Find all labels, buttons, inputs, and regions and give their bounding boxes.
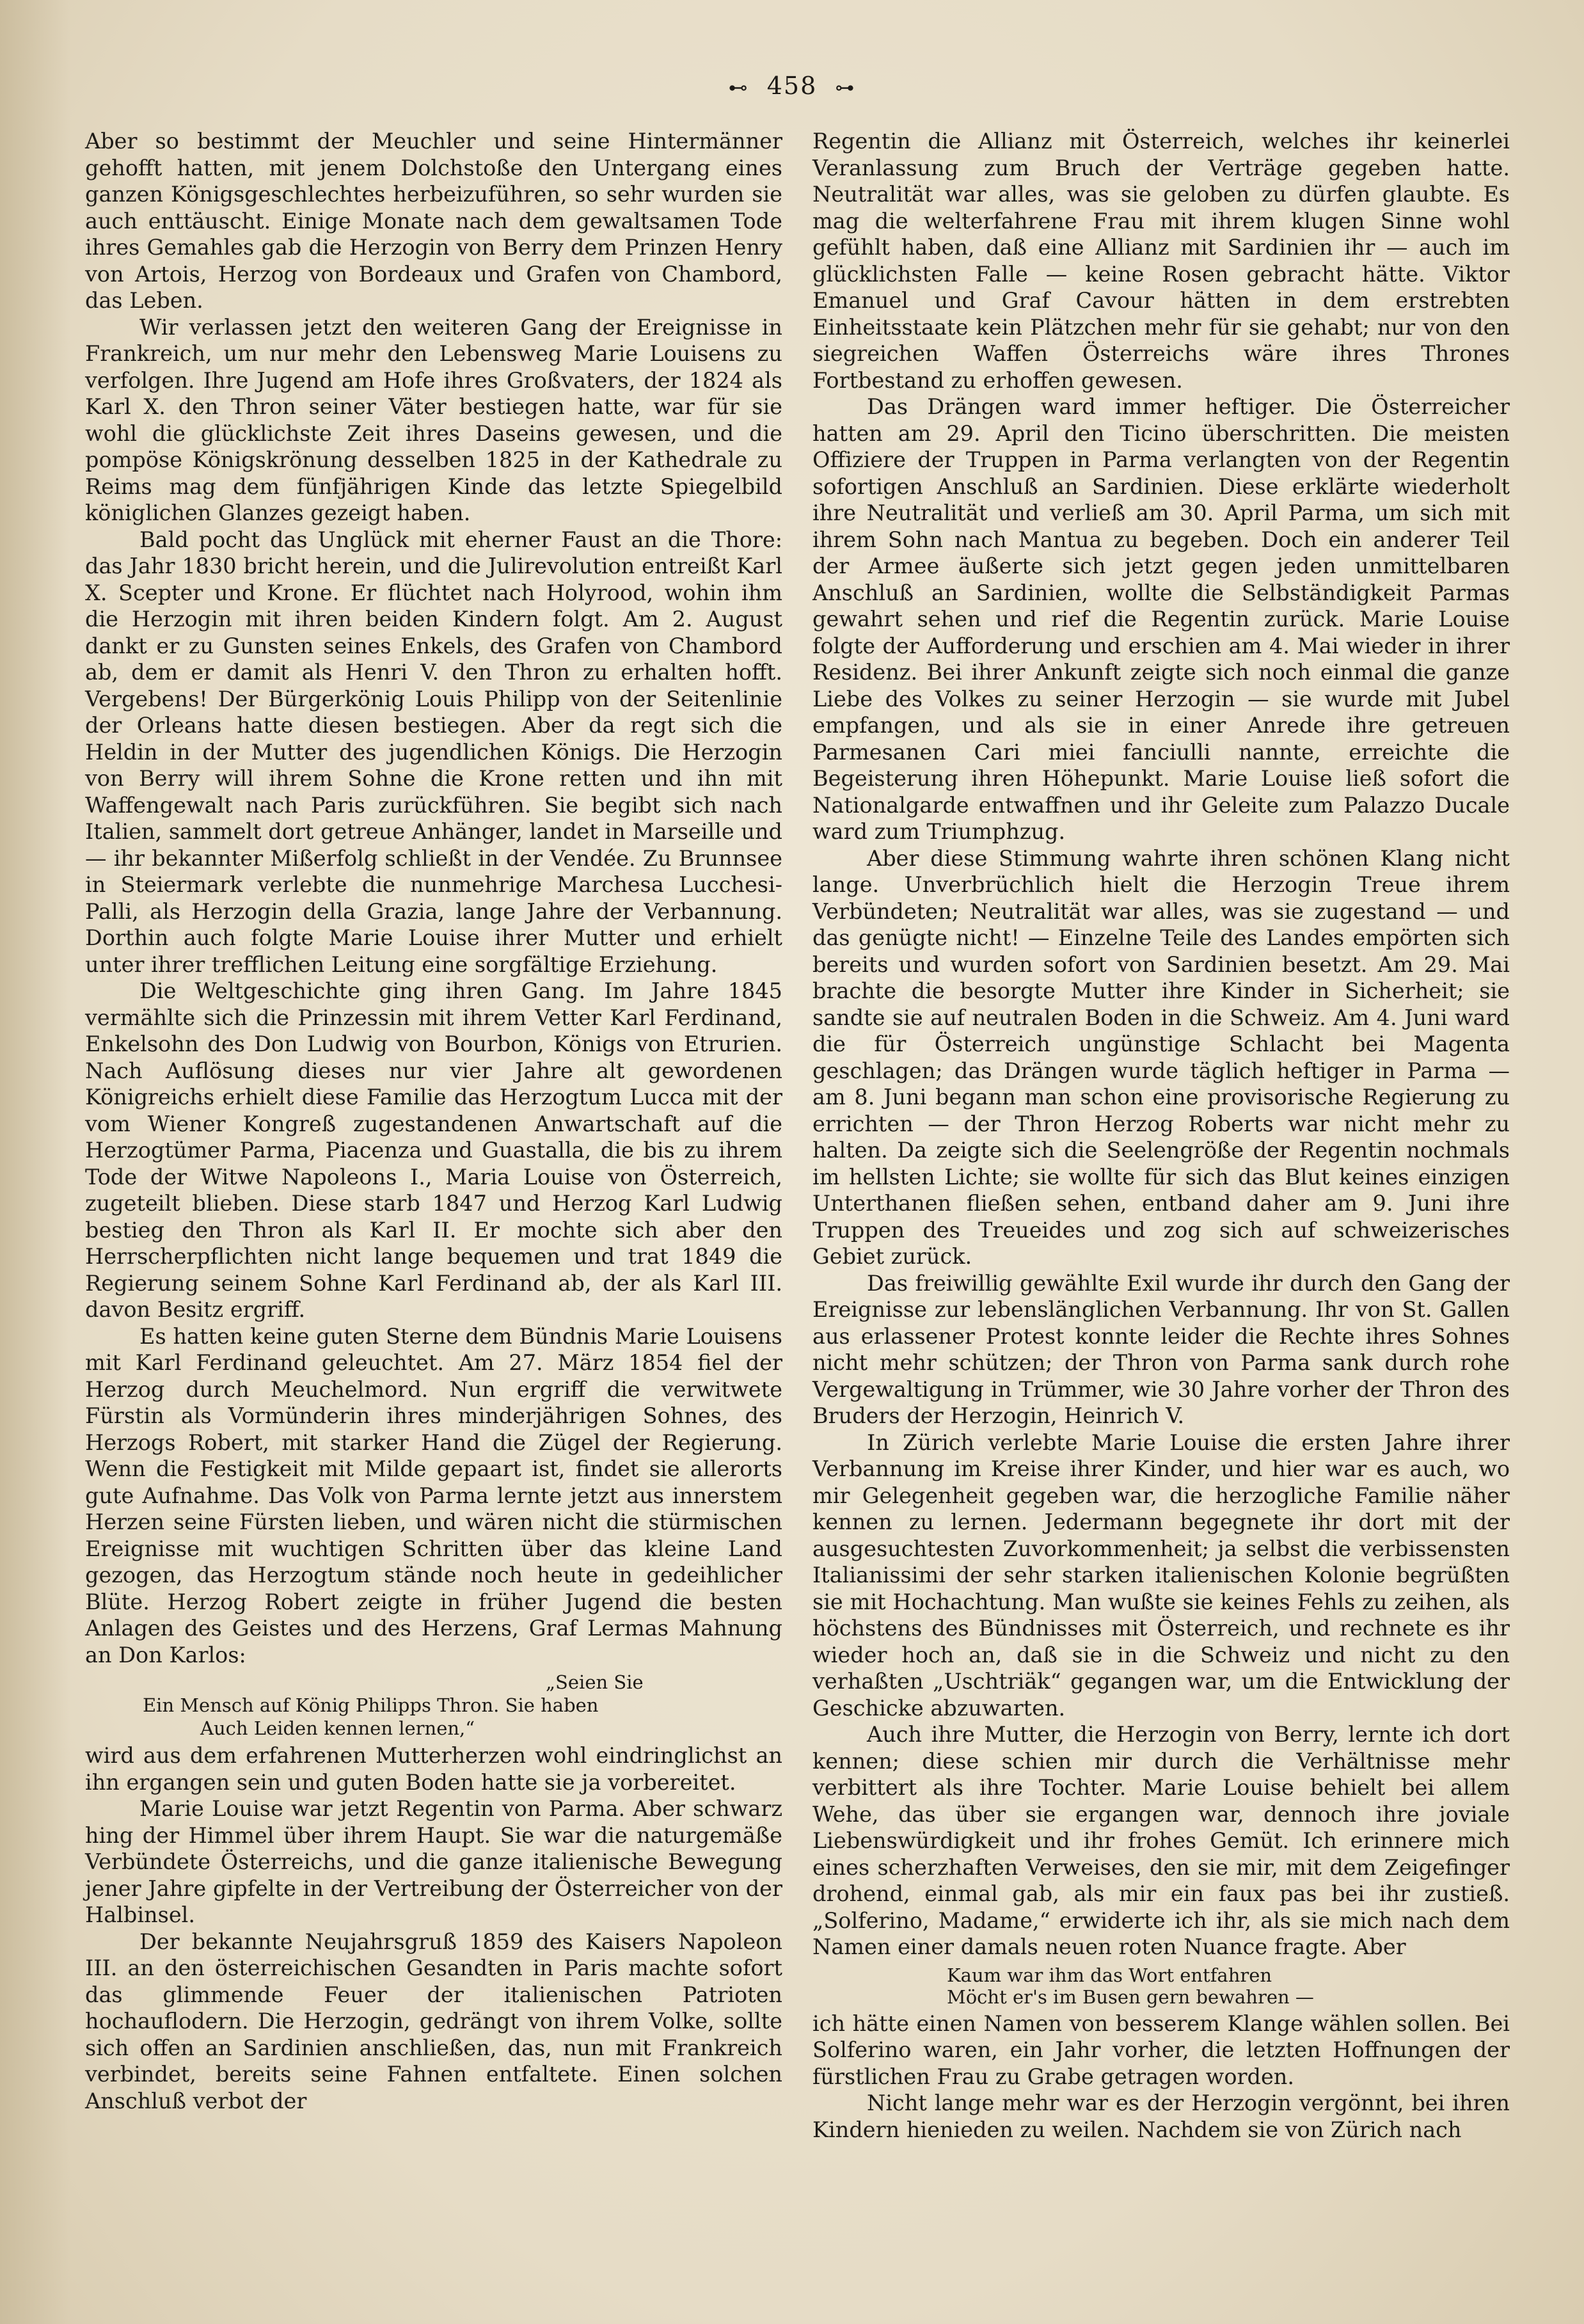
paragraph: Der bekannte Neujahrsgruß 1859 des Kaisers Napoleon III. an den österreichischen Gesandten in Paris machte sofort das glimmende Feuer der italienischen Patrioten hochauflodern. Die Herzogin, gedrängt von ihrem Volke, sollte sich offen an Sardinien anschließen, das, nun mit Frankreich verbindet, bereits seine Fahnen entfaltete. Einen solchen Anschluß verbot der (85, 1929, 782, 2113)
paragraph: Es hatten keine guten Sterne dem Bündnis Marie Louisens mit Karl Ferdinand geleuchtet. Am 27. März 1854 fiel der Herzog durch Meuchelmord. Nun ergriff die verwitwete Fürstin als Vormünderin ihres minderjährigen Sohnes, des Herzogs Robert, mit starker Hand die Zügel der Regierung. Wenn die Festigkeit mit Milde gepaart ist, findet sie allerorts gute Aufnahme. Das Volk von Parma lernte jetzt aus innerstem Herzen seine Fürsten lieben, und wären nicht die stürmischen Ereignisse mit wuchtigen Schritten über das kleine Land gezogen, das Herzogtum stände noch heute in gedeihlicher Blüte. Herzog Robert zeigte in früher Jugend die besten Anlagen des Geistes und des Herzens, Graf Lermas Mahnung an Don Karlos: (85, 1323, 782, 1667)
paragraph: Auch ihre Mutter, die Herzogin von Berry, lernte ich dort kennen; diese schien mir durch die Verhältnisse mehr verbittert als ihre Tochter. Marie Louise behielt bei allem Wehe, das über sie ergangen war, dennoch ihre joviale Liebenswürdigkeit und ihr frohes Gemüt. Ich erinnere mich eines scherzhaften Verweises, den sie mir, mit dem Zeigefinger drohend, einmal gab, als mir ein faux pas bei ihr zustieß. „Solferino, Madame,“ erwiderte ich ihr, als sie mich nach dem Namen einer damals neuen roten Nuance fragte. Aber (812, 1722, 1510, 1959)
verse-line: Möcht er's im Busen gern bewahren — (947, 1986, 1314, 2008)
paragraph: Die Weltgeschichte ging ihren Gang. Im Jahre 1845 vermählte sich die Prinzessin mit ihrem Vetter Karl Ferdinand, Enkelsohn des Don Ludwig von Bourbon, Königs von Etrurien. Nach Auflösung dieses nur vier Jahre alt gewordenen Königreichs erhielt diese Familie das Herzogtum Lucca mit der vom Wiener Kongreß zugestandenen Anwartschaft auf die Herzogtümer Parma, Piacenza und Guastalla, die bis zu ihrem Tode der Witwe Napoleons I., Maria Louise von Österreich, zugeteilt blieben. Diese starb 1847 und Herzog Karl Ludwig bestieg den Thron als Karl II. Er mochte sich aber den Herrscherpflichten nicht lange bequemen und trat 1849 die Regierung seinem Sohne Karl Ferdinand ab, der als Karl III. davon Besitz ergriff. (85, 978, 782, 1322)
verse-quote (85, 1671, 782, 1740)
ornament-left: ⊷ (728, 77, 749, 99)
verse-line: „Seien Sie (546, 1671, 644, 1693)
paragraph: Aber so bestimmt der Meuchler und seine Hintermänner gehofft hatten, mit jenem Dolchstoße den Untergang eines ganzen Königsgeschlechtes herbeizuführen, so sehr wurden sie auch enttäuscht. Einige Monate nach dem gewaltsamen Tode ihres Gemahles gab die Herzogin von Berry dem Prinzen Henry von Artois, Herzog von Bordeaux und Grafen von Chambord, das Leben. (85, 129, 782, 313)
paragraph: Regentin die Allianz mit Österreich, welches ihr keinerlei Veranlassung zum Bruch der Verträge gegeben hatte. Neutralität war alles, was sie geloben zu dürfen glaubte. Es mag die welterfahrene Frau mit ihrem klugen Sinne wohl gefühlt haben, daß eine Allianz mit Sardinien ihr — auch im glücklichsten Falle — keine Rosen gebracht hätte. Viktor Emanuel und Graf Cavour hätten in dem erstrebten Einheitsstaate kein Plätzchen mehr für sie gehabt; nur von den siegreichen Waffen Österreichs wäre ihres Thrones Fortbestand zu erhoffen gewesen. (812, 129, 1510, 393)
paragraph: Wir verlassen jetzt den weiteren Gang der Ereignisse in Frankreich, um nur mehr den Lebensweg Marie Louisens zu verfolgen. Ihre Jugend am Hofe ihres Großvaters, der 1824 als Karl X. den Thron seiner Väter bestiegen hatte, war für sie wohl die glücklichste Zeit ihres Daseins gewesen, und die pompöse Königskrönung desselben 1825 in der Kathedrale zu Reims mag dem fünfjährigen Kinde das letzte Spiegelbild königlichen Glanzes gezeigt haben. (85, 314, 782, 525)
page-header (0, 72, 1584, 100)
paragraph: Aber diese Stimmung wahrte ihren schönen Klang nicht lange. Unverbrüchlich hielt die Herzogin Treue ihrem Verbündeten; Neutralität war alles, was sie zugestand — und das genügte nicht! — Einzelne Teile des Landes empörten sich bereits und wurden sofort von Sardinien besetzt. Am 29. Mai brachte die besorgte Mutter ihre Kinder in Sicherheit; sie sandte sie auf neutralen Boden in die Schweiz. Am 4. Juni ward die für Österreich ungünstige Schlacht bei Magenta geschlagen; das Drängen wurde täglich heftiger in Parma — am 8. Juni begann man schon eine provisorische Regierung zu errichten — der Thron Herzog Roberts war nicht mehr zu halten. Da zeigte sich die Seelengröße der Regentin nochmals im hellsten Lichte; sie wollte für sich das Blut keines einzigen Unterthanen fließen sehen, entband daher am 9. Juni ihre Truppen des Treueides und zog sich auf schweizerisches Gebiet zurück. (812, 845, 1510, 1269)
verse-line: Kaum war ihm das Wort entfahren (947, 1964, 1272, 1986)
paragraph: In Zürich verlebte Marie Louise die ersten Jahre ihrer Verbannung im Kreise ihrer Kinder, und hier war es auch, wo mir Gelegenheit gegeben war, die herzogliche Familie näher kennen zu lernen. Jedermann begegnete ihr dort mit der ausgesuchtesten Zuvorkommenheit; ja selbst die verbissensten Italianissimi der sehr starken italienischen Kolonie begrüßten sie mit Hochachtung. Man wußte sie keines Fehls zu zeihen, als höchstens des Bündnisses mit Österreich, und rechnete es ihr wieder hoch an, daß sie in die Schweiz und nicht zu den verhaßten „Uschtriäk“ gegangen war, um die Entwicklung der Geschicke abzuwarten. (812, 1429, 1510, 1721)
binding-shadow (0, 0, 70, 2324)
verse-quote (812, 1964, 1510, 2008)
paragraph: Nicht lange mehr war es der Herzogin vergönnt, bei ihren Kindern hienieden zu weilen. Nachdem sie von Zürich nach (812, 2090, 1510, 2142)
paragraph: Marie Louise war jetzt Regentin von Parma. Aber schwarz hing der Himmel über ihrem Haupt. Sie war die naturgemäße Verbündete Österreichs, und die ganze italienische Bewegung jener Jahre gipfelte in der Vertreibung der Österreicher von der Halbinsel. (85, 1796, 782, 1927)
right-column (812, 128, 1510, 2143)
paragraph: Bald pocht das Unglück mit eherner Faust an die Thore: das Jahr 1830 bricht herein, und die Julirevolution entreißt Karl X. Scepter und Krone. Er flüchtet nach Holyrood, wohin ihm die Herzogin mit ihren beiden Kindern folgt. Am 2. August dankt er zu Gunsten seines Enkels, des Grafen von Chambord ab, dem er damit als Henri V. den Thron zu erhalten hofft. Vergebens! Der Bürgerkönig Louis Philipp von der Seitenlinie der Orleans hatte diesen bestiegen. Aber da regt sich die Heldin in der Mutter des jugendlichen Königs. Die Herzogin von Berry will ihrem Sohne die Krone retten und ihn mit Waffengewalt nach Paris zurückführen. Sie begibt sich nach Italien, sammelt dort getreue Anhänger, landet in Marseille und — ihr bekannter Mißerfolg schließt in der Vendée. Zu Brunnsee in Steiermark verlebte die nunmehrige Marchesa Lucchesi-Palli, als Herzogin della Grazia, lange Jahre der Verbannung. Dorthin auch folgte Marie Louise ihrer Mutter und erhielt unter ihrer trefflichen Leitung eine sorgfältige Erziehung. (85, 527, 782, 977)
verse-line: Ein Mensch auf König Philipps Thron. Sie haben (143, 1694, 599, 1716)
verse-line: Auch Leiden kennen lernen,“ (200, 1717, 475, 1739)
paragraph: Das freiwillig gewählte Exil wurde ihr durch den Gang der Ereignisse zur lebenslänglichen Verbannung. Ihr von St. Gallen aus erlassener Protest konnte leider die Rechte ihres Sohnes nicht mehr schützen; der Thron von Parma sank durch rohe Vergewaltigung in Trümmer, wie 30 Jahre vorher der Thron des Bruders der Herzogin, Heinrich V. (812, 1270, 1510, 1428)
paragraph: wird aus dem erfahrenen Mutterherzen wohl eindringlichst an ihn ergangen sein und guten Boden hatte sie ja vorbereitet. (85, 1743, 782, 1795)
left-column (85, 128, 782, 2114)
ornament-right: ⊶ (835, 77, 856, 99)
paragraph: ich hätte einen Namen von besserem Klange wählen sollen. Bei Solferino waren, ein Jahr vorher, die letzten Hoffnungen der fürstlichen Frau zu Grabe getragen worden. (812, 2010, 1510, 2089)
paragraph: Das Drängen ward immer heftiger. Die Österreicher hatten am 29. April den Ticino überschritten. Die meisten Offiziere der Truppen in Parma verlangten von der Regentin sofortigen Anschluß an Sardinien. Diese erklärte wiederholt ihre Neutralität und verließ am 30. April Parma, um sich mit ihrem Sohn nach Mantua zu begeben. Doch ein anderer Teil der Armee äußerte sich jetzt gegen jeden unmittelbaren Anschluß an Sardinien, wollte die Selbständigkeit Parmas gewahrt sehen und rief die Regentin zurück. Marie Louise folgte der Aufforderung und erschien am 4. Mai wieder in ihrer Residenz. Bei ihrer Ankunft zeigte sich noch einmal die ganze Liebe des Volkes zu seiner Herzogin — sie wurde mit Jubel empfangen, und als sie in einer Anrede ihre getreuen Parmesanen Cari miei fanciulli nannte, erreichte die Begeisterung ihren Höhepunkt. Marie Louise ließ sofort die Nationalgarde entwaffnen und ihr Geleite zum Palazzo Ducale ward zum Triumphzug. (812, 394, 1510, 844)
page-number: 458 (766, 72, 818, 100)
